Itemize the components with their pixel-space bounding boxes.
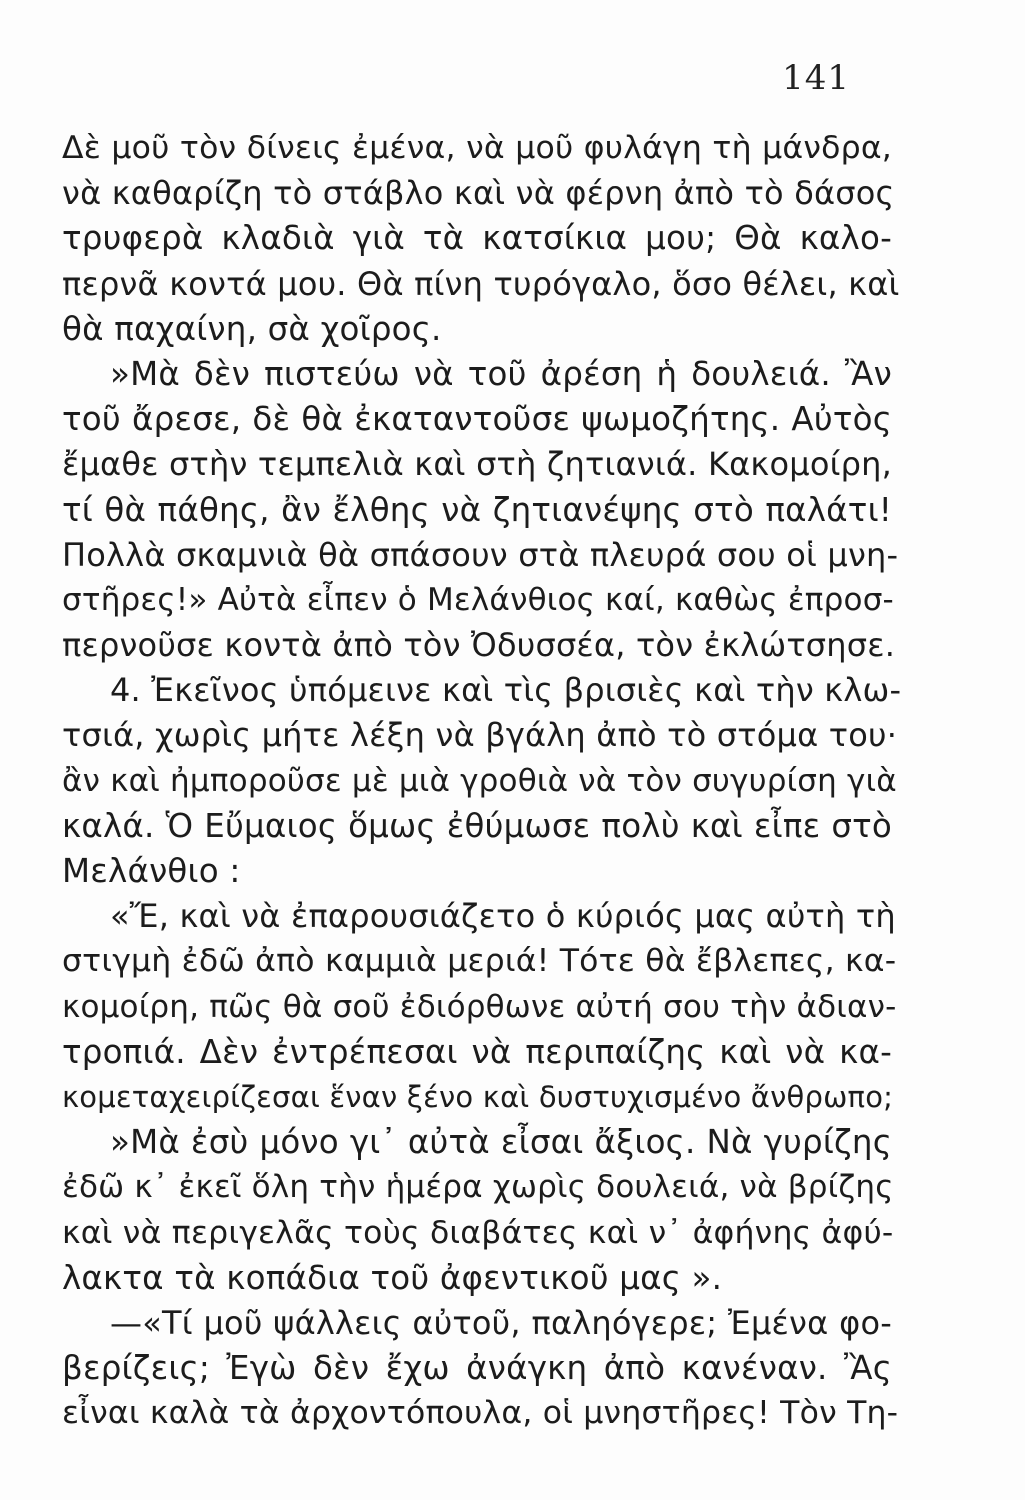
text-line: τρυφερὰ κλαδιὰ γιὰ τὰ κατσίκια μου; Θὰ καλο- bbox=[62, 219, 892, 258]
text-line: Πολλὰ σκαμνιὰ θὰ σπάσουν στὰ πλευρά σου οἱ μνη- bbox=[62, 535, 899, 574]
text-line: ἂν καὶ ἠμποροῦσε μὲ μιὰ γροθιὰ νὰ τὸν συγυρίση γιὰ bbox=[62, 762, 897, 799]
text-line: κομοίρη, πῶς θὰ σοῦ ἐδιόρθωνε αὐτή σου τὴν ἀδιαν- bbox=[62, 988, 897, 1025]
text-line: «Ἔ, καὶ νὰ ἐπαρουσιάζετο ὁ κύριός μας αὐτὴ τὴ bbox=[110, 897, 896, 936]
text-line: καὶ νὰ περιγελᾶς τοὺς διαβάτες καὶ ν᾽ ἀφήνης ἀφύ- bbox=[62, 1214, 894, 1251]
text-line: —«Τί μοῦ ψάλλεις αὐτοῦ, παληόγερε; Ἐμένα φο- bbox=[110, 1303, 892, 1342]
body-text bbox=[62, 126, 902, 1436]
text-line: λακτα τὰ κοπάδια τοῦ ἀφεντικοῦ μας ». bbox=[62, 1258, 723, 1297]
text-line: τί θὰ πάθης, ἂν ἔλθης νὰ ζητιανέψης στὸ παλάτι! bbox=[62, 490, 892, 529]
page-number: 141 bbox=[782, 58, 850, 98]
text-line: στιγμὴ ἐδῶ ἀπὸ καμμιὰ μεριά! Τότε θὰ ἔβλεπες, κα- bbox=[62, 943, 897, 980]
text-line: κομεταχειρίζεσαι ἕναν ξένο καὶ δυστυχισμένο ἄνθρωπο; bbox=[62, 1079, 894, 1114]
text-line: »Μὰ ἐσὺ μόνο γι᾽ αὐτὰ εἶσαι ἄξιος. Νὰ γυρίζης bbox=[110, 1123, 892, 1162]
text-line: περνᾶ κοντά μου. Θὰ πίνη τυρόγαλο, ὅσο θέλει, καὶ bbox=[62, 264, 900, 303]
text-line: στῆρες!» Αὐτὰ εἶπεν ὁ Μελάνθιος καί, καθὼς ἐπροσ- bbox=[62, 581, 894, 618]
text-line: καλά. Ὁ Εὔμαιος ὅμως ἐθύμωσε πολὺ καὶ εἶπε στὸ bbox=[62, 806, 892, 845]
text-line: περνοῦσε κοντὰ ἀπὸ τὸν Ὀδυσσέα, τὸν ἐκλώτσησε. bbox=[62, 626, 896, 665]
text-line: »Μὰ δὲν πιστεύω νὰ τοῦ ἀρέση ἡ δουλειά. Ἂν bbox=[110, 354, 892, 393]
text-line: νὰ καθαρίζη τὸ στάβλο καὶ νὰ φέρνη ἀπὸ τὸ δάσος bbox=[62, 174, 895, 213]
text-line: ἐδῶ κ᾽ ἐκεῖ ὅλη τὴν ἡμέρα χωρὶς δουλειά, νὰ βρίζης bbox=[62, 1169, 894, 1206]
text-line: Μελάνθιο : bbox=[62, 852, 241, 890]
text-line: ἔμαθε στὴν τεμπελιὰ καὶ στὴ ζητιανιά. Κακομοίρη, bbox=[62, 445, 892, 484]
text-line: τοῦ ἄρεσε, δὲ θὰ ἐκαταντοῦσε ψωμοζήτης. Αὐτὸς bbox=[62, 400, 892, 439]
text-line: εἶναι καλὰ τὰ ἀρχοντόπουλα, οἱ μνηστῆρες! Τὸν Τη- bbox=[62, 1395, 899, 1432]
text-line: βερίζεις; Ἐγὼ δὲν ἔχω ἀνάγκη ἀπὸ κανέναν. Ἂς bbox=[62, 1349, 892, 1388]
text-line: τσιά, χωρὶς μήτε λέξη νὰ βγάλη ἀπὸ τὸ στόμα του· bbox=[62, 716, 898, 755]
text-line: 4. Ἐκεῖνος ὑπόμεινε καὶ τὶς βρισιὲς καὶ τὴν κλω- bbox=[110, 671, 902, 710]
text-line: τροπιά. Δὲν ἐντρέπεσαι νὰ περιπαίζης καὶ νὰ κα- bbox=[62, 1032, 892, 1071]
text-line: Δὲ μοῦ τὸν δίνεις ἐμένα, νὰ μοῦ φυλάγη τὴ μάνδρα, bbox=[62, 130, 892, 166]
text-line: θὰ παχαίνη, σὰ χοῖρος. bbox=[62, 309, 442, 348]
